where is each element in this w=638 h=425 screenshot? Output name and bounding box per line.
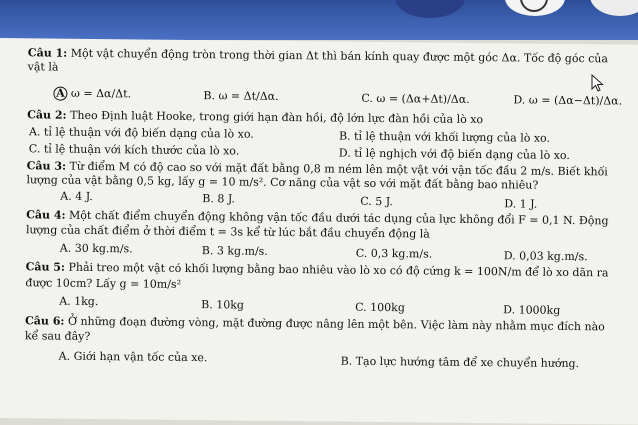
question-5-text-cont: được 10cm? Lấy g = 10m/s² [25, 276, 182, 291]
q1-option-d-letter: D. [513, 93, 526, 107]
q1-option-a-formula: ω = Δα/Δt. [70, 86, 132, 101]
q1-option-d-formula: ω = (Δα−Δt)/Δα. [528, 93, 623, 108]
q3-option-b: B. 8 J. [202, 192, 236, 206]
q4-option-b: B. 3 kg.m/s. [201, 244, 268, 258]
q3-option-a: A. 4 J. [60, 189, 93, 203]
question-1-text-cont: vật là [27, 60, 59, 74]
question-1-number: Câu 1: [27, 46, 68, 60]
q1-option-c [361, 92, 469, 106]
q4-option-a: A. 30 kg.m/s. [59, 241, 133, 256]
photo-top-background [0, 0, 638, 40]
q6-option-a: A. Giới hạn vận tốc của xe. [58, 349, 208, 365]
q1-option-c-formula: ω = (Δα+Δt)/Δα. [376, 91, 470, 106]
exam-paper [0, 38, 638, 425]
q2-option-d: D. tỉ lệ nghịch với độ biến dạng của lò xo. [338, 146, 570, 162]
q1-option-b-formula: ω = Δt/Δα. [218, 89, 279, 103]
q2-option-c: C. tỉ lệ thuận với kích thước của lò xo. [28, 142, 240, 158]
q5-option-a: A. 1kg. [59, 294, 99, 309]
question-3-text-cont: lượng của vật bằng 0,5 kg, lấy g = 10 m/s². Cơ năng của vật so với mặt đất bằng bao nhiêu? [26, 173, 539, 192]
question-1-text: Một vật chuyển động tròn trong thời gian Δt thì bán kính quay được một góc Δα. Tốc độ góc của [70, 46, 609, 66]
q5-option-c: C. 100kg [355, 300, 405, 315]
question-4-text: Một chất điểm chuyển động không vận tốc đầu dưới tác dụng của lực không đổi F = 0,1 N. Động [69, 208, 609, 228]
q2-option-b: B. tỉ lệ thuận với khối lượng của lò xo. [338, 129, 551, 145]
question-6-text: Ở những đoạn đường vòng, mặt đường được nâng lên một bên. Việc làm này nhằm mục đích nào [67, 314, 605, 334]
question-4-number: Câu 4: [26, 208, 66, 222]
q2-option-a: A. tỉ lệ thuận với độ biến dạng của lò xo. [28, 125, 254, 141]
question-1 [28, 46, 608, 65]
q4-option-d: D. 0,03 kg.m/s. [503, 249, 588, 264]
background-shape [395, 0, 465, 18]
q1-option-d [513, 93, 622, 107]
question-4-text-cont: lượng của chất điểm ở thời điểm t = 3s kể từ lúc bắt đầu chuyển động là [25, 223, 430, 241]
q3-option-d: D. 1 J. [504, 197, 538, 211]
background-shape [590, 0, 638, 16]
question-3-text: Từ điểm M có độ cao so với mặt đất bằng 0,8 m ném lên một vật với vận tốc đầu 2 m/s. Biết khối [69, 159, 608, 179]
question-5-number: Câu 5: [25, 260, 66, 274]
q5-option-d: D. 1000kg [503, 303, 561, 317]
q5-option-b: B. 10kg [201, 298, 245, 312]
q1-option-b-letter: B. [203, 89, 216, 103]
mouse-pointer-icon [591, 74, 605, 92]
question-6-text-cont: kể sau đây? [24, 329, 91, 343]
question-2 [27, 108, 483, 126]
q1-option-c-letter: C. [361, 91, 373, 105]
question-6-number: Câu 6: [24, 314, 65, 328]
q3-option-c: C. 5 J. [360, 194, 393, 209]
question-3-number: Câu 3: [26, 159, 67, 173]
q1-option-a [53, 87, 131, 102]
question-2-number: Câu 2: [27, 108, 67, 122]
q4-option-c: C. 0,3 kg.m/s. [355, 246, 433, 261]
question-2-text: Theo Định luật Hooke, trong giới hạn đàn hồi, độ lớn lực đàn hồi của lò xo [70, 108, 484, 127]
question-5-text: Phải treo một vật có khối lượng bằng bao nhiêu vào lò xo có độ cứng k = 100N/m để lò xo dãn ra [68, 260, 609, 280]
q1-option-a-circled-letter: A [53, 87, 67, 101]
q1-option-b [203, 89, 278, 103]
question-6 [25, 314, 605, 333]
q6-option-b: B. Tạo lực hướng tâm để xe chuyển hướng. [340, 354, 580, 371]
